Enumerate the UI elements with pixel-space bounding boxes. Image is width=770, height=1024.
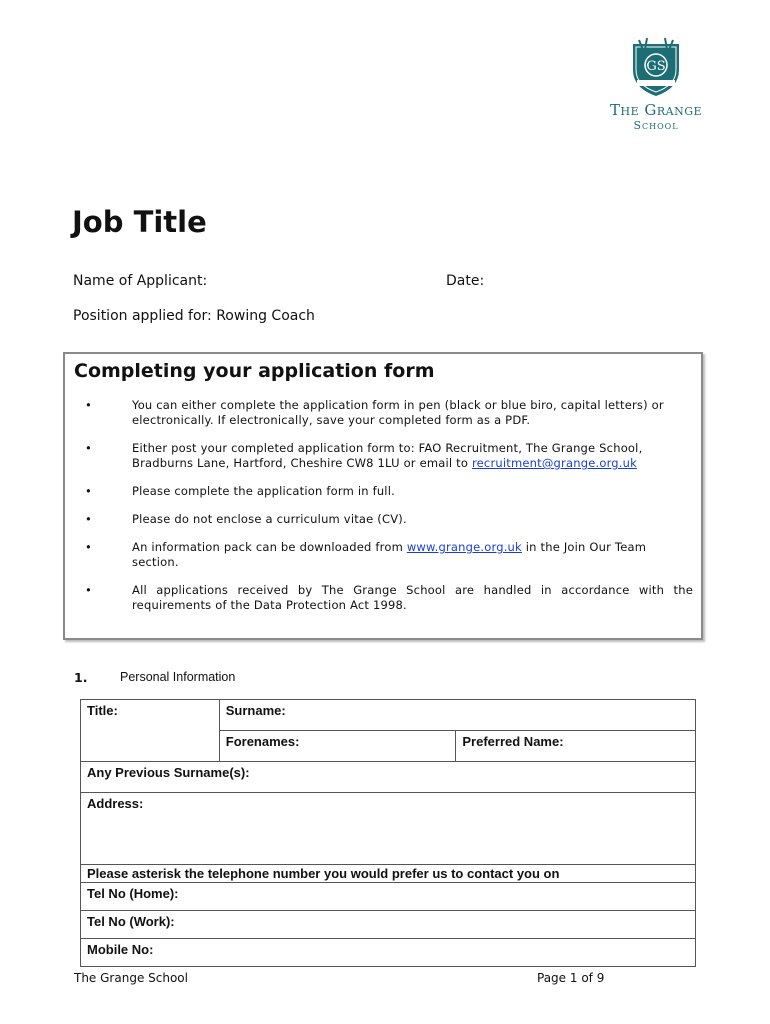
- preferred-name-cell[interactable]: [456, 731, 696, 762]
- guidance-item: [65, 398, 701, 428]
- bullet: •: [85, 484, 92, 498]
- logo-school-name: The Grange: [609, 101, 703, 119]
- previous-surnames-cell[interactable]: [81, 762, 696, 793]
- bullet: •: [85, 398, 92, 412]
- footer-school-name: The Grange School: [74, 971, 188, 985]
- bullet: •: [85, 583, 92, 597]
- preferred-name-label: Preferred Name:: [462, 734, 564, 749]
- guidance-text: Either post your completed application form to: FAO Recruitment, The Grange School, Bradburns Lane, Hartford, Cheshire CW8 1LU or email to: [132, 441, 643, 470]
- guidance-heading: Completing your application form: [74, 360, 435, 382]
- crest-icon: [627, 36, 685, 98]
- guidance-item: [65, 441, 701, 471]
- recruitment-email-link[interactable]: recruitment@grange.org.uk: [471, 456, 637, 470]
- forenames-label: Forenames:: [225, 734, 300, 749]
- address-label: Address:: [87, 796, 144, 811]
- date-label: Date:: [446, 273, 485, 289]
- section-number: 1.: [74, 670, 88, 685]
- mobile-cell[interactable]: [81, 939, 696, 967]
- phone-note: Please asterisk the telephone number you would prefer us to contact you on: [87, 866, 560, 881]
- job-title: Job Title: [72, 205, 207, 239]
- crest-monogram: GS: [646, 59, 666, 74]
- title-cell[interactable]: [81, 700, 220, 762]
- bullet: •: [85, 441, 92, 455]
- guidance-text: Please do not enclose a curriculum vitae (CV).: [132, 512, 407, 526]
- guidance-text: You can either complete the application form in pen (black or blue biro, capital letters) or electronically. If electronically, save your completed form as a PDF.: [132, 398, 664, 427]
- guidance-text: in the Join Our Team section.: [132, 540, 647, 569]
- guidance-box: [63, 352, 703, 640]
- website-link[interactable]: www.grange.org.uk: [406, 540, 522, 554]
- tel-home-label: Tel No (Home):: [87, 886, 179, 901]
- guidance-text: Please complete the application form in full.: [132, 484, 395, 498]
- tel-home-cell[interactable]: [81, 883, 696, 911]
- tel-work-cell[interactable]: [81, 911, 696, 939]
- school-logo: [596, 36, 716, 132]
- bullet: •: [85, 540, 92, 554]
- logo-school-sub: School: [633, 119, 679, 132]
- guidance-list: [65, 398, 701, 626]
- surname-label: Surname:: [225, 703, 286, 718]
- tel-work-label: Tel No (Work):: [87, 914, 175, 929]
- guidance-item: [65, 583, 701, 613]
- section-title: Personal Information: [120, 670, 236, 684]
- personal-information-table: [80, 699, 696, 967]
- guidance-item: [65, 512, 701, 527]
- previous-surnames-label: Any Previous Surname(s):: [87, 765, 250, 780]
- surname-cell[interactable]: [219, 700, 695, 731]
- guidance-item: [65, 540, 701, 570]
- guidance-text: An information pack can be downloaded from: [132, 540, 407, 554]
- footer-page-number: Page 1 of 9: [537, 971, 605, 985]
- phone-note-cell: [81, 865, 696, 883]
- forenames-cell[interactable]: [219, 731, 456, 762]
- guidance-item: [65, 484, 701, 499]
- mobile-label: Mobile No:: [87, 942, 154, 957]
- bullet: •: [85, 512, 92, 526]
- position-applied-label: Position applied for: Rowing Coach: [73, 308, 315, 324]
- guidance-text: All applications received by The Grange School are handled in accordance with the requirements of the Data Protection Act 1998.: [132, 583, 693, 612]
- title-label: Title:: [87, 703, 118, 718]
- name-of-applicant-label: Name of Applicant:: [73, 273, 208, 289]
- address-cell[interactable]: [81, 793, 696, 865]
